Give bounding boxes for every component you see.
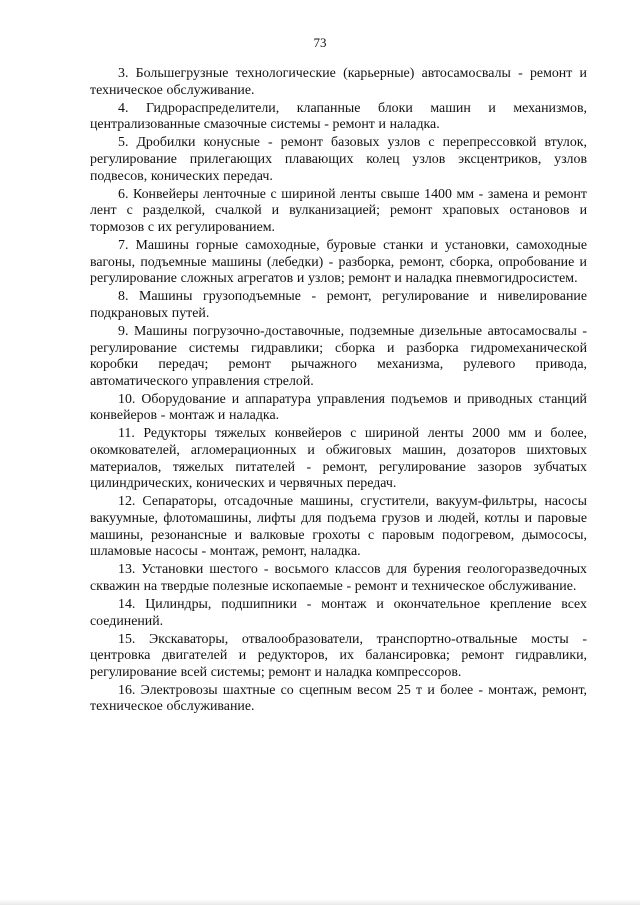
list-item-14: 14. Цилиндры, подшипники - монтаж и окончательное крепление всех соединений. <box>90 596 587 629</box>
list-item-16: 16. Электровозы шахтные со сцепным весом 25 т и более - монтаж, ремонт, техническое обслуживание. <box>90 682 587 715</box>
list-item-15: 15. Экскаваторы, отвалообразователи, транспортно-отвальные мосты - центровка двигателей и редукторов, их балансировка; ремонт гидравлики, регулирование всей системы; ремонт и наладка компрессоров. <box>90 631 587 680</box>
list-item-4: 4. Гидрораспределители, клапанные блоки машин и механизмов, централизованные смазочные системы - ремонт и наладка. <box>90 100 587 133</box>
document-body <box>90 66 587 718</box>
scan-bottom-edge <box>0 899 640 905</box>
list-item-5: 5. Дробилки конусные - ремонт базовых узлов с перепрессовкой втулок, регулирование прилегающих плавающих колец узлов эксцентриков, узлов подвесов, конических передач. <box>90 135 587 184</box>
list-item-8: 8. Машины грузоподъемные - ремонт, регулирование и нивелирование подкрановых путей. <box>90 289 587 321</box>
list-item-9: 9. Машины погрузочно-доставочные, подземные дизельные автосамосвалы - регулирование системы гидравлики; сборка и разборка гидромеханической коробки передач; ремонт рычажного механизма, рулевого привода, автоматического управления стрелой. <box>90 323 587 389</box>
list-item-13: 13. Установки шестого - восьмого классов для бурения геологоразведочных скважин на твердые полезные ископаемые - ремонт и техническое обслуживание. <box>90 562 587 594</box>
list-item-10: 10. Оборудование и аппаратура управления подъемов и приводных станций конвейеров - монтаж и наладка. <box>90 391 587 424</box>
list-item-12: 12. Сепараторы, отсадочные машины, сгустители, вакуум-фильтры, насосы вакуумные, флотомашины, лифты для подъема грузов и людей, котлы и паровые машины, резонансные и валковые грохоты с паровым подогревом, дымососы, шламовые насосы - монтаж, ремонт, наладка. <box>90 494 587 560</box>
list-item-6: 6. Конвейеры ленточные с шириной ленты свыше 1400 мм - замена и ремонт лент с разделкой, счалкой и вулканизацией; ремонт храповых остановов и тормозов с их регулированием. <box>90 186 587 235</box>
list-item-11: 11. Редукторы тяжелых конвейеров с шириной ленты 2000 мм и более, окомкователей, агломерационных и обжиговых машин, дозаторов шихтовых материалов, тяжелых питателей - ремонт, регулирование зазоров зубчатых цилиндрических, конических и червячных передач. <box>90 426 587 492</box>
list-item-3: 3. Большегрузные технологические (карьерные) автосамосвалы - ремонт и техническое обслуживание. <box>90 66 587 98</box>
page-number: 73 <box>313 35 327 50</box>
list-item-7: 7. Машины горные самоходные, буровые станки и установки, самоходные вагоны, подъемные машины (лебедки) - разборка, ремонт, сборка, опробование и регулирование сложных агрегатов и узлов; ремонт и наладка пневмогидросистем. <box>90 237 587 287</box>
